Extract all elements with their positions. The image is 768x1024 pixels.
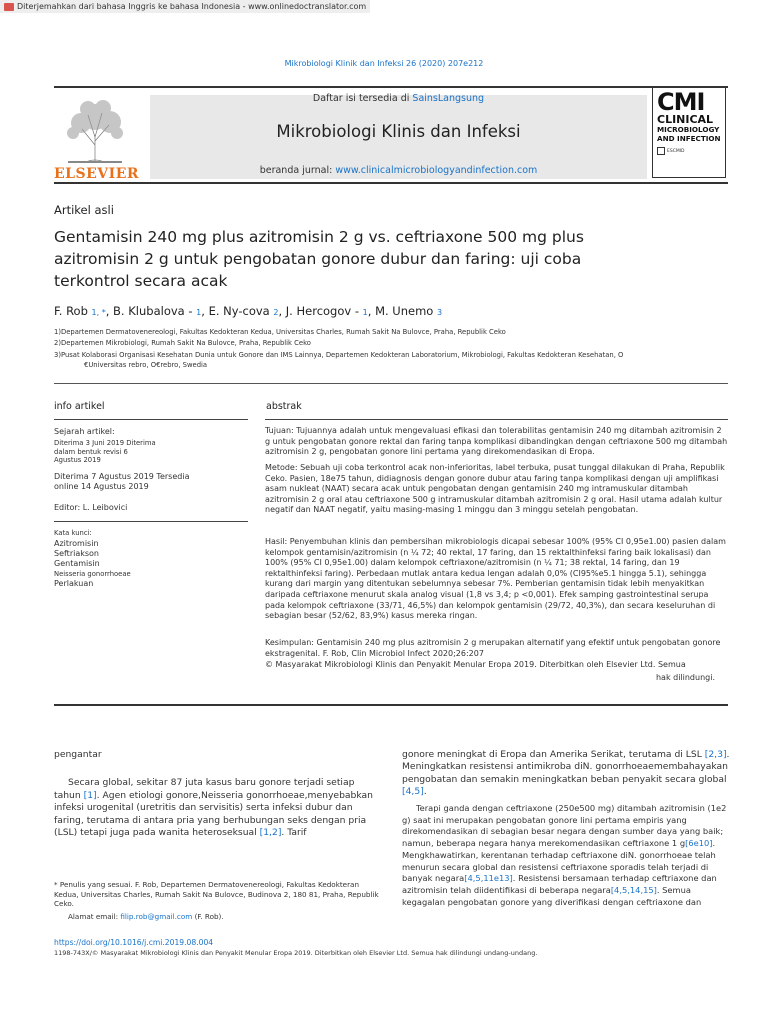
keyword-item: Perlakuan [54,579,94,588]
author-affil-ref[interactable]: 3 [437,308,443,317]
intro-heading: pengantar [54,749,102,760]
cmi-logo-big: CMI [657,88,705,116]
author-affil-ref[interactable]: 1 [196,308,202,317]
article-title [54,226,614,292]
body-text: . [423,785,427,797]
abstract-objective: Tujuan: Tujuannya adalah untuk mengevaluasi efikasi dan tolerabilitas gentamisin 240 mg ditambah azitromisin 2 g untuk pengobatan gonore rektal dan faring tanpa komplikasi dibandingkan dengan ceftriaxone 500 mg ditambah azitromisin 2 g, pengobatan gonore lini pertama yang direkomendasikan di Eropa. [265,426,728,457]
history-label: Sejarah artikel: [54,427,115,436]
body-text: Secara global, sekitar 87 juta kasus baru gonore terjadi setiap tahun [54,777,355,801]
body-text: . Tarif [281,827,307,838]
escmid-mark [657,147,721,155]
abstract-copyright-end: hak dilindungi. [655,673,715,682]
affiliation-2: 2)Departemen Mikrobiologi, Rumah Sakit Na Bulovce, Praha, Republik Ceko [54,339,311,347]
keyword-item: Azitromisin [54,539,99,548]
history-line: dalam bentuk revisi 6 [54,447,128,456]
body-text: Terapi ganda dengan ceftriaxone (250e500 mg) ditambah azitromisin (1e2 g) saat ini merupakan pengobatan gonore lini pertama empiris yang direkomendasikan di sebagian besar negara dengan sumber daya yang baik; namun, beberapa negara hanya merekomendasikan ceftriaxone 1 g [402,803,727,849]
author-name: , B. Klubalova - [105,304,193,318]
author-list [54,304,442,318]
footer-copyright: 1198-743X/© Masyarakat Mikrobiologi Klinis dan Penyakit Menular Eropa 2019. Diterbitkan oleh Elsevier Ltd. Semua hak dilindungi undang-undang. [54,949,538,957]
abstract-methods: Metode: Sebuah uji coba terkontrol acak non-inferioritas, label terbuka, pusat tunggal dilakukan di Praha, Republik Ceko. Pasien, 18e75 tahun, didiagnosis dengan gonore dubur atau faring tanpa komplikasi dengan uji amplifikasi asam nukleat (NAAT) secara acak untuk pengobatan dengan gentamisin 240 mg intramuskular ditambah azitromisin 2 g oral atau ceftriaxone 500 g intramuskular ditambah azitromisin 2 g oral. Hasil utama adalah kultur negatif dan NAAT negatif, yaitu masing-masing 1 minggu dan 3 minggu setelah pengobatan. [265,463,725,515]
abstract-bottom-rule [54,704,728,706]
citation-link[interactable]: [1,2] [259,827,282,838]
body-text: gonore meningkat di Eropa dan Amerika Serikat, terutama di LSL [402,749,705,760]
citation-link[interactable]: [1] [83,789,97,801]
article-info-rule [54,419,248,420]
email-prefix: Alamat email: [68,911,121,921]
body-text: . Agen etiologi gonore,Neisseria gonorrhoeae,menyebabkan infeksi urogenital (uretritis dan servisitis) serta infeksi dubur dan faring, terutama di antara pria yang berhubungan seks dengan pria (LSL) tetapi juga pada wanita heteroseksual [54,789,373,838]
keywords-label: Kata kunci: [54,529,92,537]
author-name: F. Rob [54,304,88,318]
author-affil-ref[interactable]: 1 [362,308,368,317]
citation-link[interactable]: [4,5,14,15] [610,884,657,895]
cmi-journal-logo [652,86,726,178]
author-name: , J. Hercogov - [278,304,360,318]
editor-line: Editor: L. Leibovici [54,503,128,512]
contents-line [150,93,647,104]
cmi-logo-line1: CLINICAL [657,113,714,126]
header-top-rule [54,86,728,88]
contents-prefix: Daftar isi tersedia di [312,93,413,104]
author-name: , E. Ny-cova [201,304,270,318]
homepage-link[interactable]: www.clinicalmicrobiologyandinfection.com [335,165,538,176]
affiliation-1: 1)Departemen Dermatovenereologi, Fakultas Kedokteran Kedua, Universitas Charles, Rumah Sakit Na Bulovce, Praha, Republik Ceko [54,328,506,336]
intro-paragraph-right-2 [402,803,730,908]
corresponding-author-footnote [54,880,381,921]
history-line: Diterima 7 Agustus 2019 Tersedia [54,472,190,481]
keyword-item: Neisseria gonorrhoeae [54,570,131,578]
escmid-icon [657,147,665,155]
body-text: . Resistensi bersamaan terhadap ceftriaxone dan azitromisin telah diidentifikasi di beberapa negara [402,873,717,895]
citation-link[interactable]: [6e10] [685,838,713,849]
title-line-2: azitromisin 2 g untuk pengobatan gonore dubur dan faring: uji coba [54,250,582,268]
author-affil-ref[interactable]: 2 [273,308,279,317]
cmi-logo-line2: MICROBIOLOGY [657,125,720,134]
section-rule [54,383,728,384]
intro-paragraph-left [54,777,381,840]
doi-link[interactable]: https://doi.org/10.1016/j.cmi.2019.08.004 [54,938,214,947]
header-bottom-rule [54,182,728,184]
citation-link[interactable]: [4,5] [402,785,424,797]
article-info-heading: info artikel [54,401,105,412]
history-dates-2 [54,472,254,492]
history-dates [54,439,254,465]
affiliation-3-cont: €Universitas rebro, O€rebro, Swedia [84,361,208,369]
intro-paragraph-right-1 [402,749,730,798]
keyword-item: Seftriakson [54,549,99,558]
title-line-1: Gentamisin 240 mg plus azitromisin 2 g vs. ceftriaxone 500 mg plus [54,228,584,246]
homepage-prefix: beranda jurnal: [259,165,336,176]
author-affil-ref[interactable]: 1, * [91,308,106,317]
journal-title: Mikrobiologi Klinis dan Infeksi [276,122,521,141]
history-line: online 14 Agustus 2019 [54,482,149,491]
history-line: Diterima 3 Juni 2019 Diterima [54,439,156,447]
affiliation-3: 3)Pusat Kolaborasi Organisasi Kesehatan Dunia untuk Gonore dan IMS Lainnya, Departemen Kedokteran Laboratorium, Mikrobiologi, Fakultas Kedokteran Kesehatan, O [54,351,624,359]
journal-reference[interactable]: Mikrobiologi Klinik dan Infeksi 26 (2020) 207e212 [284,59,484,68]
elsevier-wordmark: ELSEVIER [54,166,140,182]
abstract-results: Hasil: Penyembuhan klinis dan pembersihan mikrobiologis dicapai sebesar 100% (95% CI 0,95e1.00) pasien dalam kelompok gentamisin/azitromisin (n ¼ 72; 40 rektal, 17 faring, dan 15 rektalthinfeksi faring baik lokalisasi) dan 100% (95% CI 0,95e1.00) dalam kelompok ceftriaxone/azitromisin (n ¼ 71; 38 rektal, 14 faring, dan 19 rektalthinfeksi faring). Perbedaan mutlak antara kedua lengan adalah 0,0% (CI95%e5.1 hingga 5.1), sehingga kurang dari margin yang ditentukan sebelumnya sebesar 7%. Pemberian gentamisin tidak lebih menyakitkan daripada ceftriaxone menurut skala analog visual (1,8 vs 3,4; p <0,001). Efek samping gastrointestinal serupa pada kelompok ceftriaxone (33/71, 46,5%) dan kelompok gentamisin (29/72, 40,3%), dan secara keseluruhan di sebagian besar (52/62, 83,9%) kasus mereka ringan. [265,537,726,621]
body-text: . Mengkhawatirkan, kerentanan terhadap ceftriaxone diN. gonorrhoeae telah menurun secara global dan resistensi ceftriaxone sporadis telah terjadi di banyak negara [402,838,716,884]
cmi-logo-line3: AND INFECTION [657,133,721,143]
article-type: Artikel asli [54,203,114,217]
citation-link[interactable]: [2,3] [704,749,727,760]
keyword-item: Gentamisin [54,559,100,568]
title-line-3: terkontrol secara acak [54,272,228,290]
body-text: . Meningkatkan resistensi antimikroba diN. gonorrhoeaemembahayakan pengobatan dan semakin meningkatkan beban penyakit secara global [402,749,730,785]
abstract-conclusion: Kesimpulan: Gentamisin 240 mg plus azitromisin 2 g merupakan alternatif yang efektif untuk pengobatan gonore ekstragenital. F. Rob, Clin Microbiol Infect 2020;26:207 [265,638,721,658]
escmid-text: ESCMID [667,148,685,154]
translator-bar[interactable] [0,0,370,13]
email-suffix: (F. Rob). [192,911,224,921]
translator-bar-text[interactable]: Diterjemahkan dari bahasa Inggris ke bahasa Indonesia - www.onlinedoctranslator.com [17,2,367,11]
translator-icon [4,3,14,11]
homepage-line [150,165,647,176]
keywords-list [54,539,254,589]
abstract-heading: abstrak [266,401,302,412]
email-link[interactable]: filip.rob@gmail.com [120,911,193,921]
keywords-rule [54,521,248,522]
abstract-rule [265,419,728,420]
footnote-email-line [54,912,381,922]
author-name: , M. Unemo [367,304,434,318]
sciencedirect-link[interactable]: SainsLangsung [412,93,485,104]
abstract-copyright: © Masyarakat Mikrobiologi Klinis dan Penyakit Menular Eropa 2019. Diterbitkan oleh Elsevier Ltd. Semua [265,660,686,669]
history-line: Agustus 2019 [54,456,101,464]
body-text: . Semua kegagalan pengobatan gonore yang diverifikasi dengan ceftriaxone dan [402,884,702,907]
footnote-text: * Penulis yang sesuai. F. Rob, Departemen Dermatovenereologi, Fakultas Kedokteran Kedua, Universitas Charles, Rumah Sakit Na Bulovce, Budinova 2, 180 81, Praha, Republik Ceko. [54,880,379,908]
citation-link[interactable]: [4,5,11e13] [464,873,513,884]
